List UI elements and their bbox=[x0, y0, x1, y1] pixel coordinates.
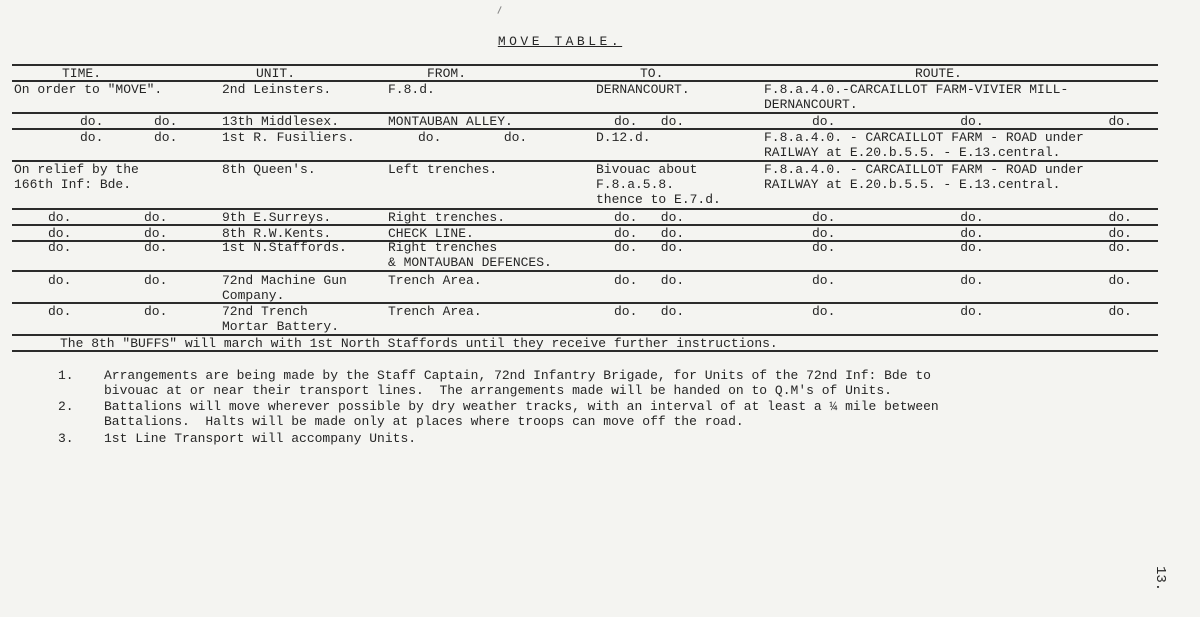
cell-time: do. bbox=[48, 304, 72, 319]
cell-time-ditto: do. bbox=[144, 210, 168, 225]
cell-unit: 72nd Trench Mortar Battery. bbox=[222, 304, 340, 334]
cell-to: DERNANCOURT. bbox=[596, 82, 690, 97]
cell-time-ditto: do. bbox=[144, 226, 168, 241]
cell-unit: 9th E.Surreys. bbox=[222, 210, 332, 225]
cell-time: do. bbox=[48, 226, 72, 241]
cell-time: do. bbox=[48, 210, 72, 225]
cell-unit: 8th R.W.Kents. bbox=[222, 226, 332, 241]
cell-route: F.8.a.4.0.-CARCAILLOT FARM-VIVIER MILL- DERNANCOURT. bbox=[764, 82, 1069, 112]
cell-time-ditto: do. bbox=[154, 130, 178, 145]
header-from: FROM. bbox=[427, 66, 467, 81]
cell-to: do. do. bbox=[614, 240, 685, 255]
cell-time-ditto: do. bbox=[144, 273, 168, 288]
footer-row: The 8th "BUFFS" will march with 1st North Staffords until they receive further instructions. bbox=[60, 336, 778, 351]
cell-to: D.12.d. bbox=[596, 130, 651, 145]
cell-unit: 1st R. Fusiliers. bbox=[222, 130, 355, 145]
cell-from: Left trenches. bbox=[388, 162, 498, 177]
note-number: 2. bbox=[58, 399, 74, 414]
note-text: Arrangements are being made by the Staff Captain, 72nd Infantry Brigade, for Units of the 72nd Inf: Bde to bivouac at or near their transport lines. The arrangements made will be handed on to Q.M's of Units. bbox=[104, 368, 931, 398]
cell-from: MONTAUBAN ALLEY. bbox=[388, 114, 513, 129]
cell-to: do. do. bbox=[614, 226, 685, 241]
cell-to: do. do. bbox=[614, 273, 685, 288]
cell-time: do. bbox=[80, 114, 104, 129]
cell-unit: 13th Middlesex. bbox=[222, 114, 340, 129]
note-text: 1st Line Transport will accompany Units. bbox=[104, 431, 417, 446]
cell-from: do. do. bbox=[418, 130, 528, 145]
cell-from: Right trenches & MONTAUBAN DEFENCES. bbox=[388, 240, 552, 270]
cell-time: do. bbox=[48, 240, 72, 255]
header-route: ROUTE. bbox=[915, 66, 962, 81]
cell-to: do. do. bbox=[614, 304, 685, 319]
cell-time-ditto: do. bbox=[144, 304, 168, 319]
cell-from: Trench Area. bbox=[388, 273, 482, 288]
page-number: 13. bbox=[1152, 566, 1168, 592]
cell-unit: 1st N.Staffords. bbox=[222, 240, 347, 255]
note-number: 3. bbox=[58, 431, 74, 446]
cell-to: do. do. bbox=[614, 210, 685, 225]
page-title: MOVE TABLE. bbox=[497, 34, 623, 49]
cell-from: Right trenches. bbox=[388, 210, 506, 225]
cell-to: Bivouac about F.8.a.5.8. thence to E.7.d. bbox=[596, 162, 721, 207]
cell-unit: 2nd Leinsters. bbox=[222, 82, 332, 97]
header-to: TO. bbox=[640, 66, 664, 81]
cell-route: F.8.a.4.0. - CARCAILLOT FARM - ROAD under RAILWAY at E.20.b.5.5. - E.13.central. bbox=[764, 162, 1084, 192]
cell-time-ditto: do. bbox=[154, 114, 178, 129]
cell-from: CHECK LINE. bbox=[388, 226, 474, 241]
pencil-mark bbox=[497, 6, 501, 14]
cell-route: F.8.a.4.0. - CARCAILLOT FARM - ROAD under RAILWAY at E.20.b.5.5. - E.13.central. bbox=[764, 130, 1084, 160]
cell-to: do. do. bbox=[614, 114, 685, 129]
header-unit: UNIT. bbox=[256, 66, 296, 81]
cell-route: do. do. do. bbox=[812, 304, 1132, 319]
table-rule bbox=[12, 270, 1158, 272]
cell-route: do. do. do. bbox=[812, 226, 1132, 241]
note-number: 1. bbox=[58, 368, 74, 383]
table-rule-top bbox=[12, 64, 1158, 66]
cell-time: do. bbox=[48, 273, 72, 288]
note-text: Battalions will move wherever possible by dry weather tracks, with an interval of at least a ¼ mile between Battalions. Halts will be made only at places where troops can move off the road. bbox=[104, 399, 939, 429]
cell-route: do. do. do. bbox=[812, 273, 1132, 288]
cell-route: do. do. do. bbox=[812, 210, 1132, 225]
cell-time-ditto: do. bbox=[144, 240, 168, 255]
cell-route: do. do. do. bbox=[812, 114, 1132, 129]
cell-time: do. bbox=[80, 130, 104, 145]
cell-time: On relief by the 166th Inf: Bde. bbox=[14, 162, 139, 192]
header-time: TIME. bbox=[62, 66, 102, 81]
cell-from: F.8.d. bbox=[388, 82, 435, 97]
cell-from: Trench Area. bbox=[388, 304, 482, 319]
cell-unit: 72nd Machine Gun Company. bbox=[222, 273, 347, 303]
cell-time: On order to "MOVE". bbox=[14, 82, 163, 97]
cell-unit: 8th Queen's. bbox=[222, 162, 316, 177]
cell-route: do. do. do. bbox=[812, 240, 1132, 255]
